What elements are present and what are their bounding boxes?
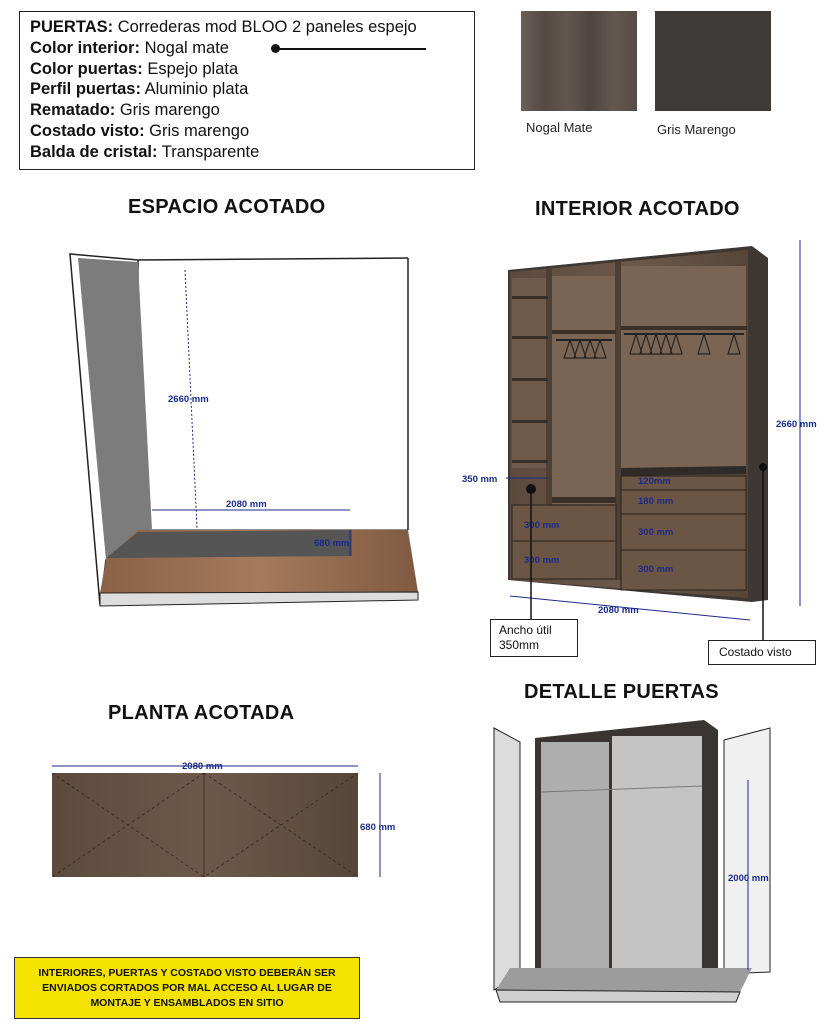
drawer-dim-label: 300 mm [524, 555, 560, 566]
floor-edge [496, 990, 740, 1002]
title-interior: INTERIOR ACOTADO [535, 198, 740, 220]
height-dim-label: 2660 mm [168, 394, 209, 405]
width-dim-label: 2080 mm [598, 605, 639, 616]
ancho-util-callout: Ancho útil 350mm [490, 619, 578, 657]
spec-value: Nogal mate [140, 38, 229, 57]
mirror-shade [541, 742, 609, 970]
floor [496, 968, 752, 992]
spec-label: PUERTAS: [30, 18, 114, 36]
warning-note [14, 957, 360, 1019]
drawer-dim-label: 120mm [638, 476, 671, 487]
door-height-dim-label: 2000 mm [728, 873, 769, 884]
right-wall [724, 728, 770, 974]
nogal-mate-label: Nogal Mate [526, 120, 593, 135]
width-dim-label: 2080 mm [182, 761, 223, 772]
title-planta: PLANTA ACOTADA [108, 702, 295, 724]
title-espacio: ESPACIO ACOTADO [128, 196, 326, 218]
spec-value: Gris marengo [115, 101, 220, 120]
depth-dim-label: 680 mm [360, 822, 396, 833]
spec-value: Gris marengo [144, 121, 250, 140]
spec-label: Color puertas: [30, 59, 143, 78]
spec-value: Transparente [157, 142, 260, 161]
spec-label: Perfil puertas: [30, 80, 141, 99]
title-detalle: DETALLE PUERTAS [524, 681, 719, 703]
spec-label: Color interior: [30, 38, 140, 57]
spec-label: Rematado: [30, 101, 116, 120]
left-wall [494, 728, 520, 990]
costado-visto-callout: Costado visto [708, 640, 816, 665]
gris-marengo-label: Gris Marengo [657, 122, 736, 137]
spec-value: Espejo plata [142, 59, 239, 78]
mirror-door-right [612, 736, 702, 972]
spec-value: Correderas mod BLOO 2 paneles espejo [113, 18, 417, 36]
spec-label: Balda de cristal: [30, 142, 158, 161]
drawer-dim-label: 300 mm [524, 520, 560, 531]
spec-value: Aluminio plata [140, 80, 249, 99]
drawer-dim-label: 300 mm [638, 564, 674, 575]
depth-dim-label: 350 mm [462, 474, 498, 485]
warning-note-text: INTERIORES, PUERTAS Y COSTADO VISTO DEBERÁN SER ENVIADOS CORTADOS POR MAL ACCESO AL LUGAR DE MONTAJE Y ENSAMBLADOS EN SITIO [38, 966, 336, 1009]
depth-dim-label: 680 mm [314, 538, 350, 549]
width-dim-label: 2080 mm [226, 499, 267, 510]
spec-label: Costado visto: [30, 121, 145, 140]
height-dim-label: 2660 mm [776, 419, 817, 430]
drawer-dim-label: 300 mm [638, 527, 674, 538]
drawer-dim-label: 180 mm [638, 496, 674, 507]
